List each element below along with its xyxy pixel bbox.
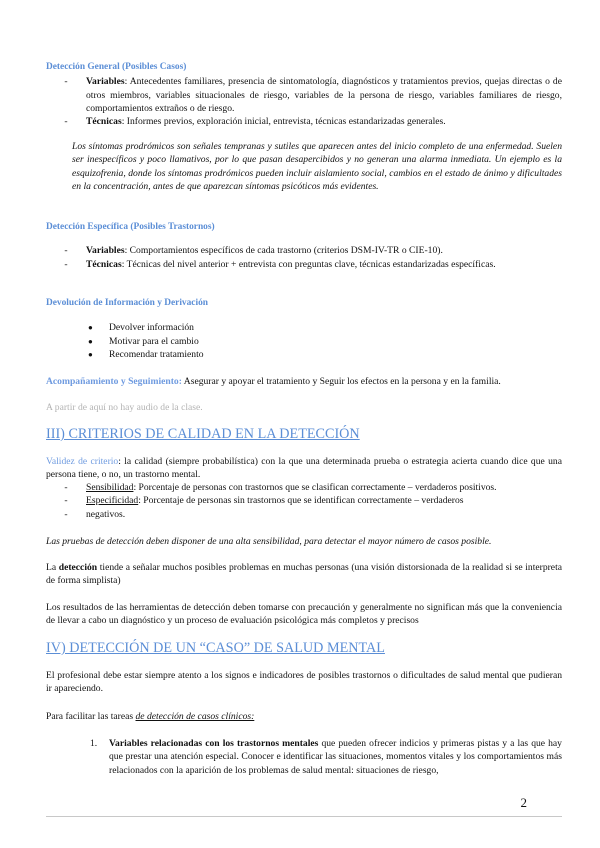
audio-note: A partir de aquí no hay audio de la clase. <box>46 402 203 413</box>
section-general-detection <box>46 61 562 128</box>
section-title-case-detection: IV) DETECCIÓN DE UN “CASO” DE SALUD MENTAL <box>46 640 385 656</box>
footer-divider <box>46 816 562 817</box>
list-item: - Sensibilidad: Porcentaje de personas con trastornos que se clasifican correctamente – verdaderos positivos. <box>64 482 497 493</box>
heading-general-detection: Detección General (Posibles Casos) <box>46 62 187 72</box>
accompaniment-line: Acompañamiento y Seguimiento: Asegurar y apoyar el tratamiento y Seguir los efectos en la persona y en la familia. <box>46 376 501 387</box>
detection-paragraph: La detección tiende a señalar muchos posibles problemas en muchas personas (una visión distorsionada de la realidad si se interpreta de forma simplista) <box>46 562 562 587</box>
list-item: - Técnicas: Técnicas del nivel anterior + entrevista con preguntas clave, técnicas estandarizadas específicas. <box>64 258 496 270</box>
list-item: ● Recomendar tratamiento <box>88 348 204 360</box>
validity-paragraph: Validez de criterio: la calidad (siempre probabilística) con la que una determinada prueba o estrategia acierta cuando dice que una persona tiene, o no, un trastorno mental. <box>46 456 562 481</box>
list-item: ● Devolver información <box>88 322 194 334</box>
section-devolution <box>46 297 562 361</box>
numbered-list <box>46 737 562 777</box>
list-item: - Técnicas: Informes previos, exploración inicial, entrevista, técnicas estandarizadas generales. <box>64 116 446 128</box>
list-item: 1. Variables relacionadas con los trastornos mentales que pueden ofrecer indicios y primeras pistas y a las que hay que prestar una atención especial. Conocer e identificar las situaciones, momentos vitales y los comportamientos más relacionados con la aparición de los problemas de salud mental: situaciones de riesgo, <box>90 738 562 776</box>
heading-devolution: Devolución de Información y Derivación <box>46 298 208 308</box>
list-item: ● Motivar para el cambio <box>88 335 199 347</box>
section-specific-detection <box>46 221 562 271</box>
list-item: - Especificidad: Porcentaje de personas sin trastornos que se identifican correctamente – verdaderos <box>64 495 464 507</box>
list-item: - negativos. <box>64 508 126 520</box>
prodromal-note: Los síntomas prodrómicos son señales tempranas y sutiles que aparecen antes del inicio completo de una enfermedad. Suelen ser inespecíficos y poco llamativos, por lo que pasan desapercibidos y no generan una alarma inmediata. Un ejemplo es la esquizofrenia, donde los síntomas prodrómicos pueden incluir aislamiento social, cambios en el estado de ánimo y dificultades en la concentración, antes de que aparezcan síntomas psicóticos más evidentes. <box>72 141 562 192</box>
list-item: - Variables: Antecedentes familiares, presencia de sintomatología, diagnósticos y tratamientos previos, quejas directas o de otros miembros, variables situacionales de riesgo, variables de la persona de riesgo, variables familiares de riesgo, comportamientos extraños o de riesgo. <box>64 76 562 114</box>
intro-paragraph: El profesional debe estar siempre atento a los signos e indicadores de posibles trastornos o dificultades de salud mental que pudieran ir apareciendo. <box>46 670 562 695</box>
list-item: - Variables: Comportamientos específicos de cada trastorno (criterios DSM-IV-TR o CIE-10). <box>64 245 443 257</box>
facilitate-line: Para facilitar las tareas de detección de casos clínicos: <box>46 711 255 722</box>
section-title-criteria: III) CRITERIOS DE CALIDAD EN LA DETECCIÓN <box>46 426 360 442</box>
sensitivity-note: Las pruebas de detección deben disponer de una alta sensibilidad, para detectar el mayor número de casos posible. <box>46 536 492 547</box>
criteria-list <box>46 481 562 521</box>
results-paragraph: Los resultados de las herramientas de detección deben tomarse con precaución y generalmente no significan más que la conveniencia de llevar a cabo un diagnóstico y un proceso de evaluación psicológica más completos y precisos <box>46 602 562 627</box>
heading-specific-detection: Detección Específica (Posibles Trastornos) <box>46 222 215 232</box>
page-number: 2 <box>520 795 527 810</box>
